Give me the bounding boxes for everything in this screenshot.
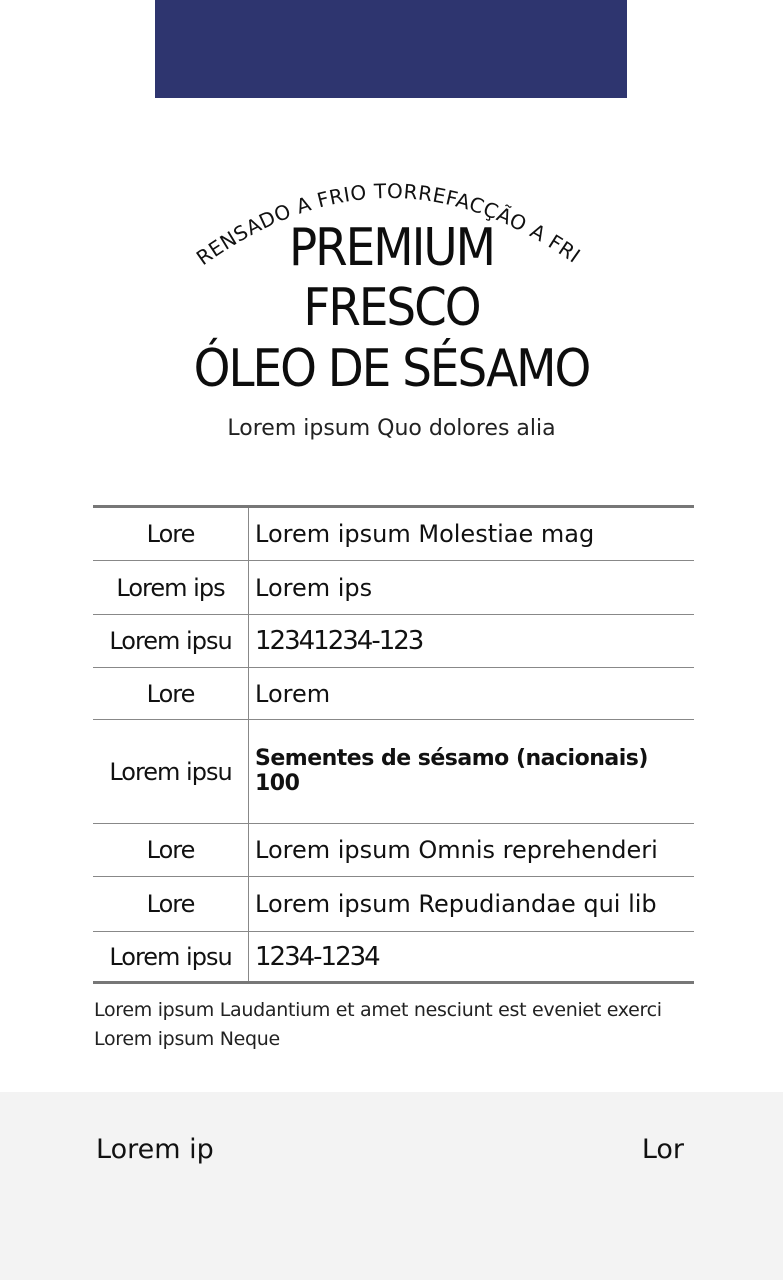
table-row [93, 824, 694, 877]
row-value: 12341234-123 [249, 615, 695, 668]
row-value: 1234-1234 [249, 932, 695, 983]
table-row [93, 877, 694, 932]
row-value: Lorem [249, 668, 695, 720]
table-row [93, 932, 694, 983]
row-key: Lorem ipsu [93, 932, 249, 983]
spec-table [93, 505, 694, 984]
row-value: Lorem ipsum Molestiae mag [255, 520, 595, 548]
footnote-line-2: Lorem ipsum Neque [94, 1028, 280, 1050]
title-line-product: ÓLEO DE SÉSAMO [193, 339, 590, 399]
table-row [93, 668, 694, 720]
table-row [93, 507, 694, 561]
top-color-band [155, 0, 627, 98]
row-value: Lorem ipsum Omnis reprehenderi [249, 824, 695, 877]
row-key: Lorem ips [93, 561, 249, 615]
table-row [93, 615, 694, 668]
row-key: Lore [93, 507, 249, 561]
row-key: Lorem ipsu [93, 720, 249, 824]
row-key: Lore [93, 668, 249, 720]
footer-right-text: Lor [641, 1134, 684, 1165]
table-row [93, 561, 694, 615]
row-key: Lore [93, 824, 249, 877]
subtitle: Lorem ipsum Quo dolores alia [227, 416, 556, 441]
footnote-line-1: Lorem ipsum Laudantium et amet nesciunt est eveniet exerci [94, 999, 662, 1021]
arc-tagline-text: PRENSADO A FRIO TORREFACÇÃO A FRIO [161, 121, 586, 270]
footer-bar [0, 1092, 783, 1280]
row-value: Sementes de sésamo (nacionais) 100 [249, 720, 695, 824]
row-key: Lorem ipsu [93, 615, 249, 668]
footnote [94, 996, 694, 1054]
row-key: Lore [93, 877, 249, 932]
row-value: Lorem ips [249, 561, 695, 615]
title-line-premium: PREMIUM [288, 218, 495, 278]
table-row [93, 720, 694, 824]
title-line-fresco: FRESCO [303, 278, 480, 338]
footer-left-text: Lorem ip [96, 1134, 214, 1165]
row-value: Lorem ipsum Repudiandae qui lib [249, 877, 695, 932]
